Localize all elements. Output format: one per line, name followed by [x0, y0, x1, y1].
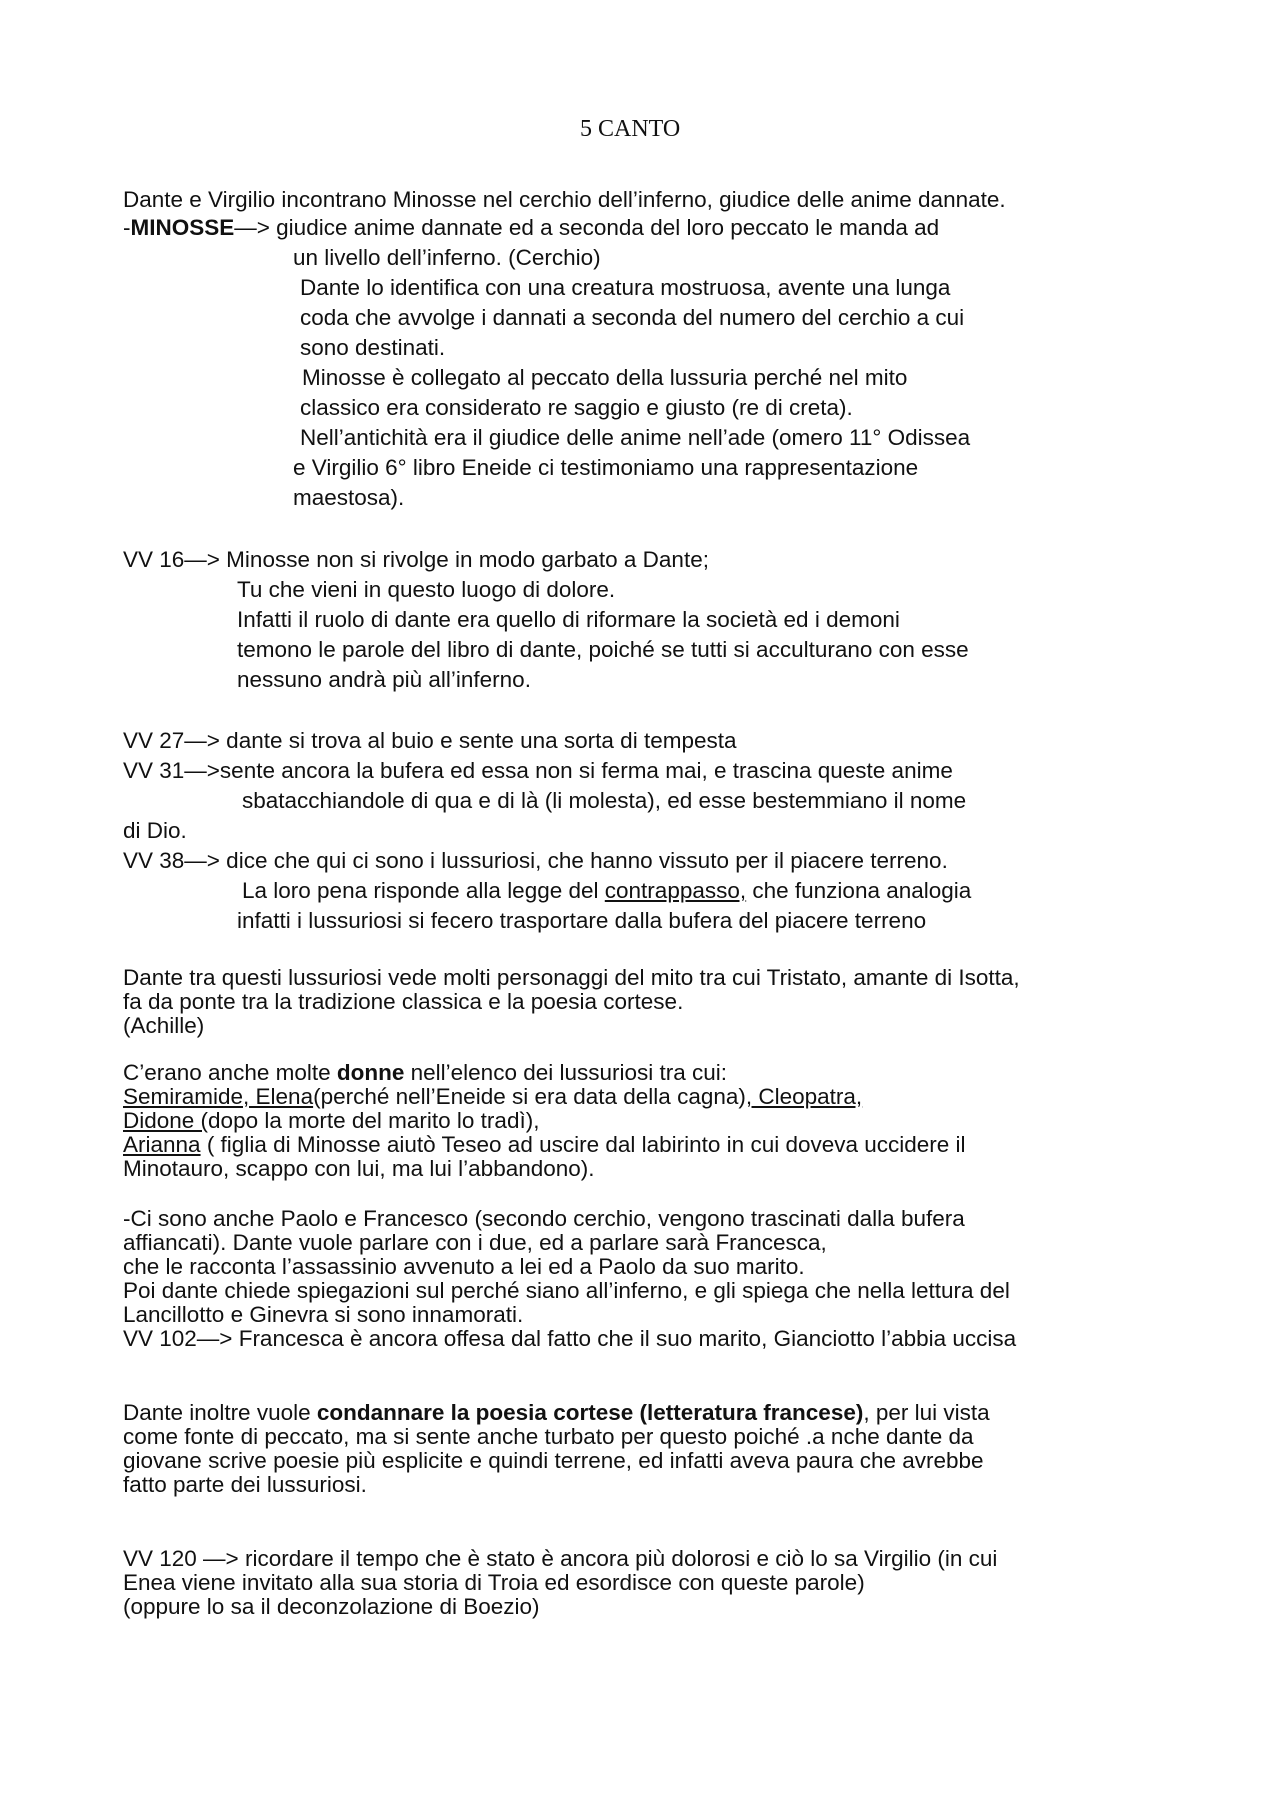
minosse-lussuria-line-1: Minosse è collegato al peccato della lussuria perché nel mito	[302, 365, 908, 390]
cleopatra: , Cleopatra,	[745, 1084, 863, 1109]
semiramide-elena: Semiramide, Elena	[123, 1084, 314, 1109]
vv31-line-2: sbatacchiandole di qua e di là (li molesta), ed esse bestemmiano il nome	[242, 788, 967, 813]
paolo-line-3: che le racconta l’assassinio avvenuto a lei ed a Paolo da suo marito.	[123, 1254, 805, 1279]
vv38-line-2	[242, 877, 971, 905]
didone-note: dopo la morte del marito lo tradì),	[208, 1108, 540, 1133]
tristano-line-1: Dante tra questi lussuriosi vede molti personaggi del mito tra cui Tristato, amante di Isotta,	[123, 965, 1020, 990]
arianna-note: ( figlia di Minosse aiutò Teseo ad uscire dal labirinto in cui doveva uccidere il	[200, 1132, 966, 1157]
minosse-definition-text: —> giudice anime dannate ed a seconda del loro peccato le manda ad	[234, 215, 940, 240]
paolo-line-1: -Ci sono anche Paolo e Francesco (secondo cerchio, vengono trascinati dalla bufera	[123, 1206, 965, 1231]
vv16-line-2: Tu che vieni in questo luogo di dolore.	[237, 577, 616, 602]
minosse-antichita-line-3: maestosa).	[293, 485, 405, 510]
cortese-line-4: fatto parte dei lussuriosi.	[123, 1472, 367, 1497]
donne-text-a: C’erano anche molte	[123, 1060, 337, 1085]
vv120-line-2: Enea viene invitato alla sua storia di Troia ed esordisce con queste parole)	[123, 1570, 865, 1595]
vv120-line-3: (oppure lo sa il deconzolazione di Boezio)	[123, 1594, 540, 1619]
minosse-description-line-3: sono destinati.	[300, 335, 446, 360]
minosse-antichita-line-1: Nell’antichità era il giudice delle anime nell’ade (omero 11° Odissea	[300, 425, 971, 450]
vv38-line-1: VV 38—> dice che qui ci sono i lussuriosi, che hanno vissuto per il piacere terreno.	[123, 848, 948, 873]
paolo-line-5: Lancillotto e Ginevra si sono innamorati.	[123, 1302, 524, 1327]
vv38-text-a: La loro pena risponde alla legge del	[242, 878, 605, 903]
vv31-line-3: di Dio.	[123, 818, 187, 843]
cortese-text-c: , per lui vista	[863, 1400, 990, 1425]
cortese-line-3: giovane scrive poesie più esplicite e quindi terrene, ed infatti aveva paura che avrebbe	[123, 1448, 984, 1473]
cortese-text-a: Dante inoltre vuole	[123, 1400, 317, 1425]
vv38-text-b: che funziona analogia	[746, 878, 972, 903]
paolo-line-2: affiancati). Dante vuole parlare con i due, ed a parlare sarà Francesca,	[123, 1230, 827, 1255]
vv31-line-1: VV 31—>sente ancora la bufera ed essa non si ferma mai, e trascina queste anime	[123, 758, 953, 783]
donne-line-5: Minotauro, scappo con lui, ma lui l’abbandono).	[123, 1156, 595, 1181]
minosse-intro: Dante e Virgilio incontrano Minosse nel cerchio dell’inferno, giudice delle anime dannate.	[123, 187, 1006, 212]
minosse-definition-line-1	[123, 214, 939, 242]
vv27-line: VV 27—> dante si trova al buio e sente una sorta di tempesta	[123, 728, 737, 753]
tristano-line-2: fa da ponte tra la tradizione classica e la poesia cortese.	[123, 989, 684, 1014]
minosse-label: MINOSSE	[130, 215, 235, 240]
vv16-line-1: VV 16—> Minosse non si rivolge in modo garbato a Dante;	[123, 547, 709, 572]
didone: Didone (	[123, 1108, 209, 1133]
donne-text-c: nell’elenco dei lussuriosi tra cui:	[404, 1060, 728, 1085]
donne-eneide-note: (perché nell’Eneide si era data della cagna)	[313, 1084, 746, 1109]
page-title: 5 CANTO	[580, 116, 681, 142]
vv16-line-5: nessuno andrà più all’inferno.	[237, 667, 531, 692]
arianna: Arianna	[123, 1132, 201, 1157]
tristano-line-3: (Achille)	[123, 1013, 205, 1038]
minosse-description-line-2: coda che avvolge i dannati a seconda del numero del cerchio a cui	[300, 305, 965, 330]
contrappasso-term: contrappasso,	[604, 878, 747, 903]
minosse-description-line-1: Dante lo identifica con una creatura mostruosa, avente una lunga	[300, 275, 951, 300]
paolo-line-6: VV 102—> Francesca è ancora offesa dal fatto che il suo marito, Gianciotto l’abbia uccisa	[123, 1326, 1017, 1351]
vv16-line-4: temono le parole del libro di dante, poiché se tutti si acculturano con esse	[237, 637, 969, 662]
vv16-line-3: Infatti il ruolo di dante era quello di riformare la società ed i demoni	[237, 607, 900, 632]
dash: -	[123, 215, 131, 240]
vv120-line-1: VV 120 —> ricordare il tempo che è stato è ancora più dolorosi e ciò lo sa Virgilio (in cui	[123, 1546, 998, 1571]
minosse-definition-line-2: un livello dell’inferno. (Cerchio)	[293, 245, 601, 270]
cortese-line-2: come fonte di peccato, ma si sente anche turbato per questo poiché .a nche dante da	[123, 1424, 974, 1449]
donne-bold: donne	[336, 1060, 405, 1085]
vv38-line-3: infatti i lussuriosi si fecero trasportare dalla bufera del piacere terreno	[237, 908, 927, 933]
minosse-lussuria-line-2: classico era considerato re saggio e giusto (re di creta).	[300, 395, 853, 420]
cortese-bold: condannare la poesia cortese (letteratura francese)	[316, 1400, 864, 1425]
minosse-antichita-line-2: e Virgilio 6° libro Eneide ci testimoniamo una rappresentazione	[293, 455, 919, 480]
paolo-line-4: Poi dante chiede spiegazioni sul perché siano all’inferno, e gli spiega che nella lettura del	[123, 1278, 1010, 1303]
